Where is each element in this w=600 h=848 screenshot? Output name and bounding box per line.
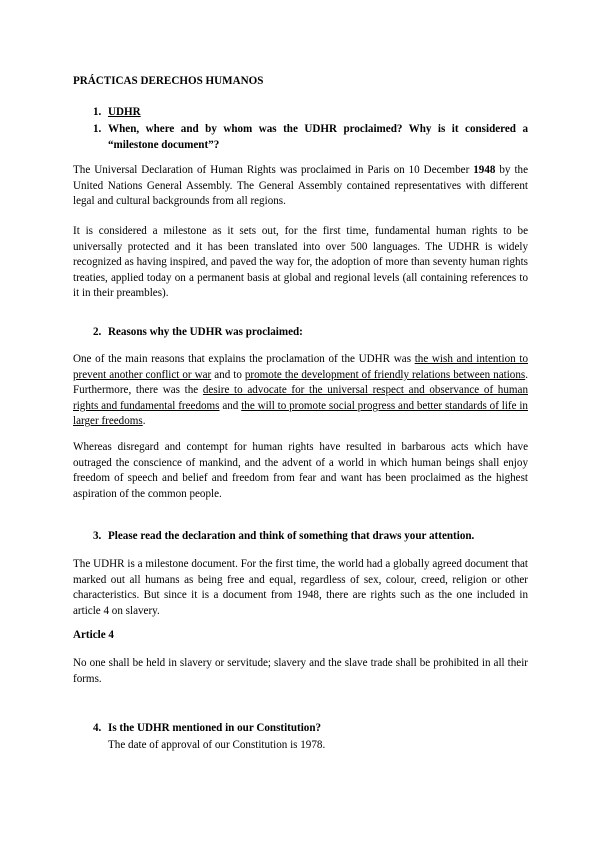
section-label-udhr: UDHR (108, 106, 141, 118)
paragraph: The Universal Declaration of Human Rights was proclaimed in Paris on 10 December 1948 by the United Nations General Assembly. The General Assembly contained representatives with different legal and cultural backgrounds from all regions. (73, 164, 528, 208)
question-heading: Is the UDHR mentioned in our Constitution? (108, 722, 322, 734)
list-number: 1. (93, 106, 102, 118)
paragraph: No one shall be held in slavery or servitude; slavery and the slave trade shall be prohibited in all their forms. (73, 657, 528, 685)
article-title: Article 4 (73, 629, 114, 641)
question-number: 2. (93, 326, 102, 338)
paragraph: Whereas disregard and contempt for human rights have resulted in barbarous acts which have outraged the conscience of mankind, and the advent of a world in which human beings shall enjoy freedom of speech and belief and freedom from fear and want has been proclaimed as the highest aspiration of the common people. (73, 441, 528, 500)
question-heading: Reasons why the UDHR was proclaimed: (108, 326, 303, 338)
question-heading: Please read the declaration and think of something that draws your attention. (108, 530, 475, 542)
paragraph: The UDHR is a milestone document. For the first time, the world had a globally agreed document that marked out all humans as being free and equal, regardless of sex, colour, creed, religion or other characteristics. But since it is a document from 1948, there are rights such as the one included in article 4 on slavery. (73, 558, 528, 617)
paragraph: One of the main reasons that explains the proclamation of the UDHR was the wish and intention to prevent another conflict or war and to promote the development of friendly relations between nations. Furthermore, there was the desire to advocate for the universal respect and observance of human rights and fundamental freedoms and the will to promote social progress and better standards of life in larger freedoms. (73, 353, 528, 428)
document-title: PRÁCTICAS DERECHOS HUMANOS (73, 75, 264, 87)
question-number: 3. (93, 530, 102, 542)
paragraph: It is considered a milestone as it sets out, for the first time, fundamental human rights to be universally protected and it has been translated into over 500 languages. The UDHR is widely recognized as having inspired, and paved the way for, the adoption of more than seventy human rights treaties, applied today on a permanent basis at global and regional levels (all containing references to it in their preambles). (73, 225, 528, 300)
question-number: 1. (93, 123, 102, 135)
question-heading: When, where and by whom was the UDHR proclaimed? Why is it considered a “milestone document”? (108, 123, 528, 151)
answer-line: The date of approval of our Constitution is 1978. (108, 739, 326, 751)
question-number: 4. (93, 722, 102, 734)
